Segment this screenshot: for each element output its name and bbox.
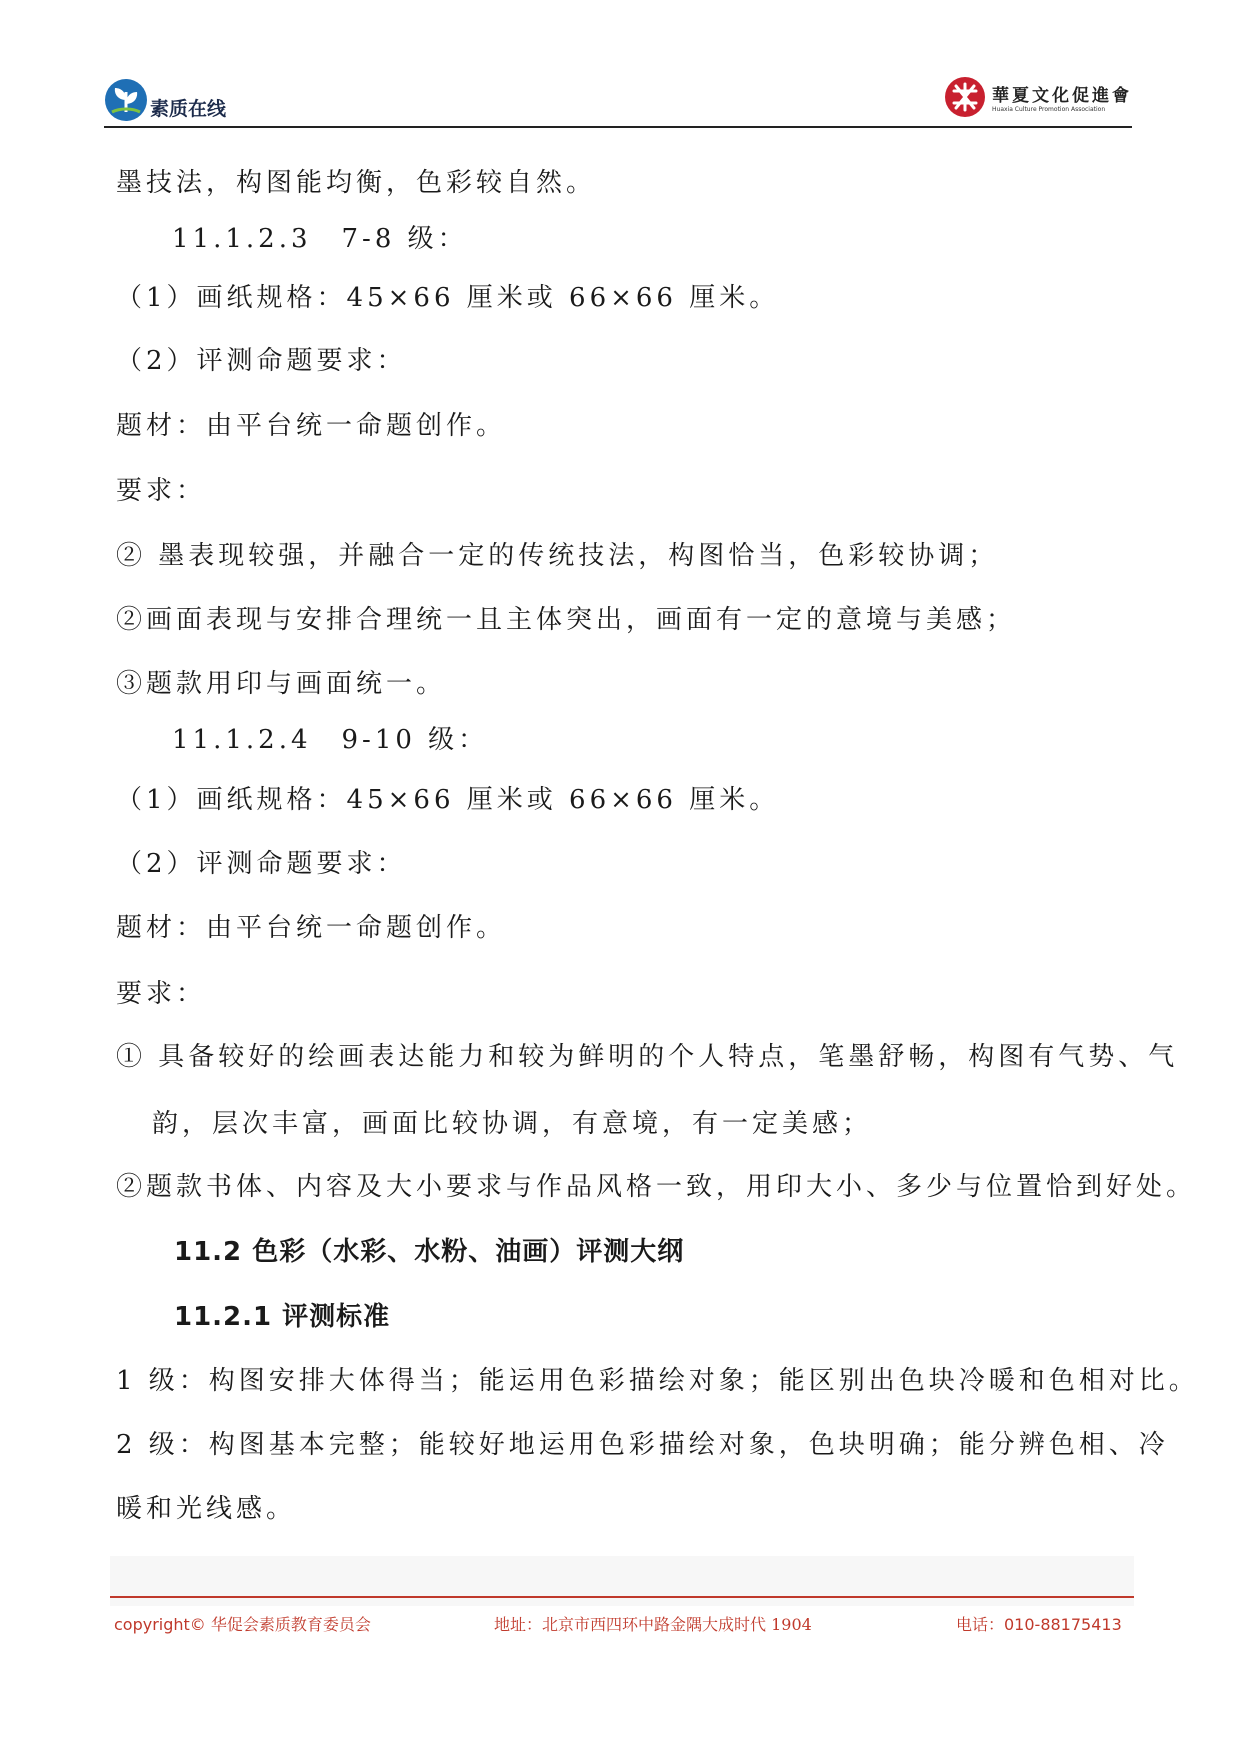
body-line: 暖和光线感。 xyxy=(116,1494,297,1524)
footer-band xyxy=(110,1556,1134,1606)
huaxia-emblem-icon xyxy=(944,76,986,118)
body-line: （2）评测命题要求： xyxy=(116,346,407,376)
subsection-heading: 11.2.1 评测标准 xyxy=(174,1302,391,1332)
body-line: 题材：由平台统一命题创作。 xyxy=(116,913,507,943)
huaxia-logo-cn: 華夏文化促進會 xyxy=(992,86,1132,106)
suzhi-online-logo xyxy=(104,78,226,122)
list-item: ③题款用印与画面统一。 xyxy=(116,669,447,699)
huaxia-logo-en: Huaxia Culture Promotion Association xyxy=(992,106,1106,113)
footer-phone: 电话：010-88175413 xyxy=(956,1615,1122,1634)
suzhi-logo-text: 素质在线 xyxy=(150,97,227,120)
section-number-line: 11.1.2.3 7-8 级： xyxy=(172,224,468,254)
body-line: （1）画纸规格：45×66 厘米或 66×66 厘米。 xyxy=(116,283,780,313)
footer-copyright: copyright© 华促会素质教育委员会 xyxy=(114,1615,371,1634)
footer-divider xyxy=(110,1596,1134,1598)
list-item-continuation: 韵，层次丰富，画面比较协调，有意境，有一定美感； xyxy=(152,1109,873,1139)
body-line: 题材：由平台统一命题创作。 xyxy=(116,411,507,441)
section-heading: 11.2 色彩（水彩、水粉、油画）评测大纲 xyxy=(174,1237,685,1267)
body-line: （1）画纸规格：45×66 厘米或 66×66 厘米。 xyxy=(116,785,780,815)
page-header xyxy=(104,70,1132,128)
body-line: 要求： xyxy=(116,476,207,506)
body-line: （2）评测命题要求： xyxy=(116,849,407,879)
body-line: 1 级：构图安排大体得当；能运用色彩描绘对象；能区别出色块冷暖和色相对比。 xyxy=(116,1366,1199,1396)
body-line: 墨技法，构图能均衡，色彩较自然。 xyxy=(116,168,597,198)
list-item: ②题款书体、内容及大小要求与作品风格一致，用印大小、多少与位置恰到好处。 xyxy=(116,1172,1197,1202)
list-item: ① 具备较好的绘画表达能力和较为鲜明的个人特点，笔墨舒畅，构图有气势、气 xyxy=(116,1042,1179,1072)
list-item: ②画面表现与安排合理统一且主体突出，画面有一定的意境与美感； xyxy=(116,605,1017,635)
list-item: ② 墨表现较强，并融合一定的传统技法，构图恰当，色彩较协调； xyxy=(116,541,999,571)
body-line: 2 级：构图基本完整；能较好地运用色彩描绘对象，色块明确；能分辨色相、冷 xyxy=(116,1430,1169,1460)
suzhi-logo-icon xyxy=(104,78,148,122)
footer-address: 地址：北京市西四环中路金隅大成时代 1904 xyxy=(494,1615,812,1634)
section-number-line: 11.1.2.4 9-10 级： xyxy=(172,725,489,755)
huaxia-culture-logo xyxy=(944,76,1132,118)
body-line: 要求： xyxy=(116,979,207,1009)
